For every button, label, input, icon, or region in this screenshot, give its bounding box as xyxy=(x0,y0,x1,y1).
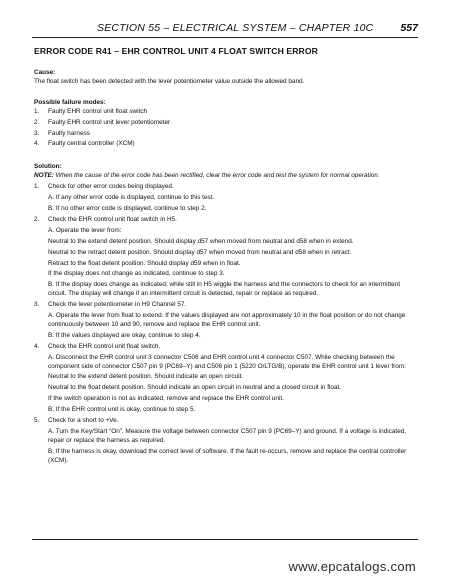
solution-step: 2. Check the EHR control unit float switch in H5. A. Operate the lever from: Neutral to the extend detent position. Should display d57 when moved from neutral and d58 when in extend. Neutral to the retract detent position. Should display d57 when moved from neutral and d58 when in retract. Retract to the float detent position. Should display d59 when in float. If the display does not change as indicated, continue to step 3. B. If the display does change as indicated, while still in H5 wiggle the harness and the connectors to check for an intermittent circuit. The display will change if an intermittent circuit is detected, repair or replace as required. xyxy=(34,215,401,298)
list-item: 1. Faulty EHR control unit float switch xyxy=(34,107,148,115)
solution-step: 4. Check the EHR control unit float switch. A. Disconnect the EHR control unit 3 connector C506 and EHR control unit 4 connector C507. While checking between the component side of connector C507 pin 9 (PC69–Y) and C506 pin 1 (5220 O/LTG/B), operate the EHR control unit 1 lever from: Neutral to the extend detent position. Should indicate an open circuit. Neutral to the float detent position. Should indicate an open circuit in neutral and a closed circuit in float. If the switch operation is not as indicated, remove and replace the EHR control unit. B. If the EHR control unit is okay, continue to step 5. xyxy=(34,342,406,414)
solution-heading: Solution: xyxy=(34,163,62,171)
header-rule xyxy=(32,37,418,38)
error-code-title: ERROR CODE R41 – EHR CONTROL UNIT 4 FLOAT SWITCH ERROR xyxy=(34,46,318,56)
footer-rule xyxy=(32,539,418,540)
page-header xyxy=(32,22,418,36)
failure-modes-list xyxy=(34,108,414,150)
solution-step: 1. Check for other error codes being displayed. A. If any other error code is displayed, continue to this test. B. If no other error code is displayed, continue to step 2. xyxy=(34,183,215,212)
cause-heading: Cause: xyxy=(34,69,56,76)
section-title: SECTION 55 – ELECTRICAL SYSTEM – CHAPTER 10C xyxy=(97,22,374,34)
cause-text: The float switch has been detected with the lever potentiometer value outside the allowed band. xyxy=(34,77,305,85)
watermark-text: www.epcatalogs.com xyxy=(288,559,416,574)
page-content xyxy=(34,46,414,466)
solution-note: NOTE: When the cause of the error code has been rectified, clear the error code and test the system for normal operation. xyxy=(34,172,380,180)
failure-modes-heading: Possible failure modes: xyxy=(34,98,106,106)
solution-step: 5. Check for a short to +Ve. A. Turn the Key/Start “On”. Measure the voltage between connector C507 pin 9 (PC69–Y) and ground. If a voltage is indicated, repair or replace the harness as required. B. If the harness is okay, download the correct level of software. If the fault re-occurs, remove and replace the central controller (XCM). xyxy=(34,417,407,464)
list-item: 2. Faulty EHR control unit lever potentiometer xyxy=(34,118,171,126)
solution-step: 3. Check the lever potentiometer in H9 Channel 57. A. Operate the lever from float to extend. If the values displayed are not approximately 10 in the float position or do not change continuously between 10 and 90, remove and replace the EHR control unit. B. If the values displayed are okay, continue to step 4. xyxy=(34,301,406,339)
list-item: 3. Faulty harness xyxy=(34,129,90,137)
page-number: 557 xyxy=(400,22,418,34)
list-item: 4. Faulty central controller (XCM) xyxy=(34,140,135,148)
